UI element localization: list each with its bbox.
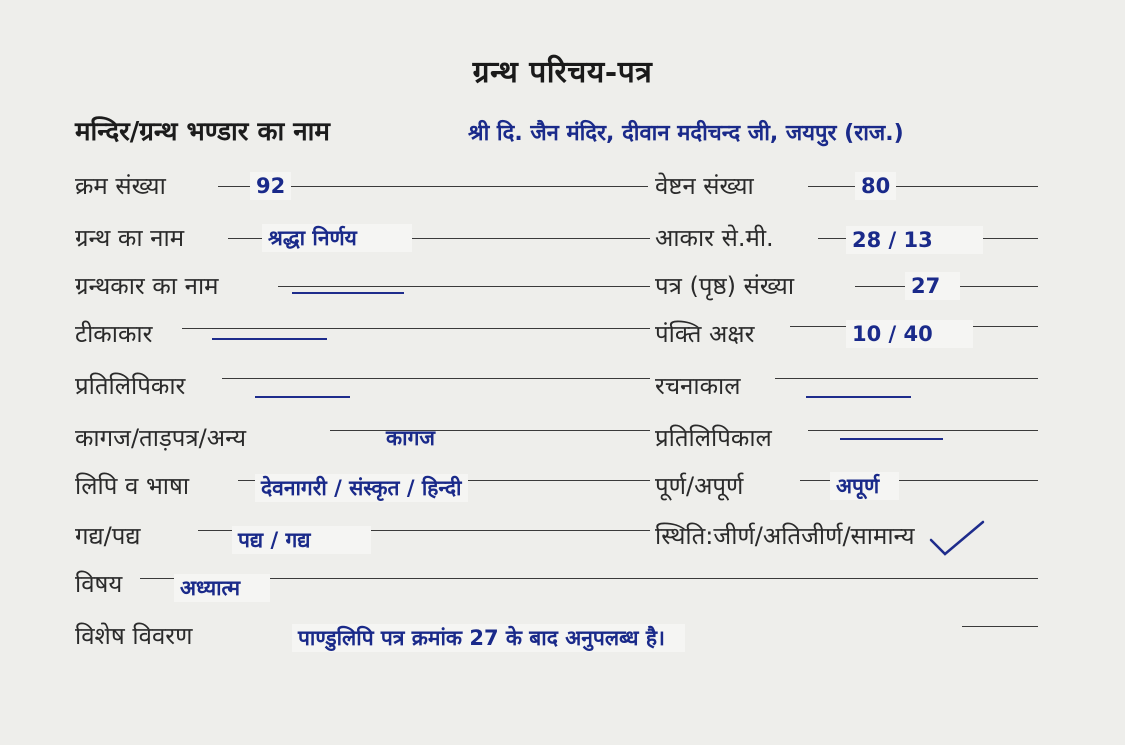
granthkar-blank-mark	[292, 292, 404, 294]
veshtan-sankhya-label: वेष्टन संख्या	[655, 172, 754, 200]
pratilipikar-line	[222, 378, 650, 379]
patra-sankhya-value: 27	[905, 272, 960, 300]
pankti-akshar-value: 10 / 40	[846, 320, 973, 348]
teekakar-blank-mark	[212, 338, 327, 340]
aakar-value: 28 / 13	[846, 226, 983, 254]
rachnakaal-blank-mark	[806, 396, 911, 398]
lipi-bhasha-value: देवनागरी / संस्कृत / हिन्दी	[255, 474, 468, 502]
aakar-label: आकार से.मी.	[655, 224, 774, 252]
row-vishay	[0, 570, 1125, 610]
kagaj-line	[330, 430, 650, 431]
row-kram-veshtan	[0, 172, 1125, 212]
form-title: ग्रन्थ परिचय-पत्र	[472, 55, 653, 90]
gadya-padya-label: गद्य/पद्य	[75, 522, 141, 550]
granthkar-line	[278, 286, 650, 287]
row-lipi-purn	[0, 472, 1125, 512]
row-kagaj-pratilipikaal	[0, 424, 1125, 464]
teekakar-label: टीकाकार	[75, 320, 153, 348]
vishay-value: अध्यात्म	[174, 574, 270, 602]
purn-apurn-label: पूर्ण/अपूर्ण	[655, 472, 744, 500]
sthiti-label: स्थिति:जीर्ण/अतिजीर्ण/सामान्य	[655, 522, 915, 550]
temple-value: श्री दि. जैन मंदिर, दीवान मदीचन्द जी, जयपुर (राज.)	[468, 121, 904, 146]
row-vishesh-vivaran	[0, 622, 1125, 662]
vishay-line	[140, 578, 1038, 579]
granth-naam-label: ग्रन्थ का नाम	[75, 224, 185, 252]
rachnakaal-line	[775, 378, 1038, 379]
pratilipikar-blank-mark	[255, 396, 350, 398]
patra-sankhya-label: पत्र (पृष्ठ) संख्या	[655, 272, 795, 300]
veshtan-sankhya-line	[808, 186, 1038, 187]
lipi-bhasha-label: लिपि व भाषा	[75, 472, 190, 500]
granth-naam-value: श्रद्धा निर्णय	[262, 224, 412, 252]
pratilipikar-label: प्रतिलिपिकार	[75, 372, 186, 400]
pankti-akshar-label: पंक्ति अक्षर	[655, 320, 755, 348]
rachnakaal-label: रचनाकाल	[655, 372, 741, 400]
vishesh-vivaran-line	[962, 626, 1038, 627]
gadya-padya-value: पद्य / गद्य	[232, 526, 371, 554]
granthkar-label: ग्रन्थकार का नाम	[75, 272, 219, 300]
vishay-label: विषय	[75, 570, 123, 598]
pratilipikaal-line	[808, 430, 1038, 431]
row-granthkar-patra	[0, 272, 1125, 312]
vishesh-vivaran-value: पाण्डुलिपि पत्र क्रमांक 27 के बाद अनुपलब्ध है।	[292, 624, 685, 652]
vishesh-vivaran-label: विशेष विवरण	[75, 622, 193, 650]
veshtan-sankhya-value: 80	[855, 172, 896, 200]
temple-label: मन्दिर/ग्रन्थ भण्डार का नाम	[75, 117, 330, 147]
pratilipikaal-label: प्रतिलिपिकाल	[655, 424, 772, 452]
row-teekakar-pankti	[0, 320, 1125, 360]
row-granth-aakar	[0, 224, 1125, 264]
samanya-tick-mark	[925, 518, 985, 558]
temple-row	[0, 118, 1125, 158]
row-gadya-sthiti	[0, 522, 1125, 562]
kagaj-value: कागज	[386, 426, 435, 450]
teekakar-line	[182, 328, 650, 329]
kram-sankhya-value: 92	[250, 172, 291, 200]
pratilipikaal-blank-mark	[840, 438, 943, 440]
row-pratilipikar-rachna	[0, 372, 1125, 412]
kagaj-label: कागज/ताड़पत्र/अन्य	[75, 424, 247, 452]
kram-sankhya-label: क्रम संख्या	[75, 172, 166, 200]
purn-apurn-value: अपूर्ण	[830, 472, 899, 500]
